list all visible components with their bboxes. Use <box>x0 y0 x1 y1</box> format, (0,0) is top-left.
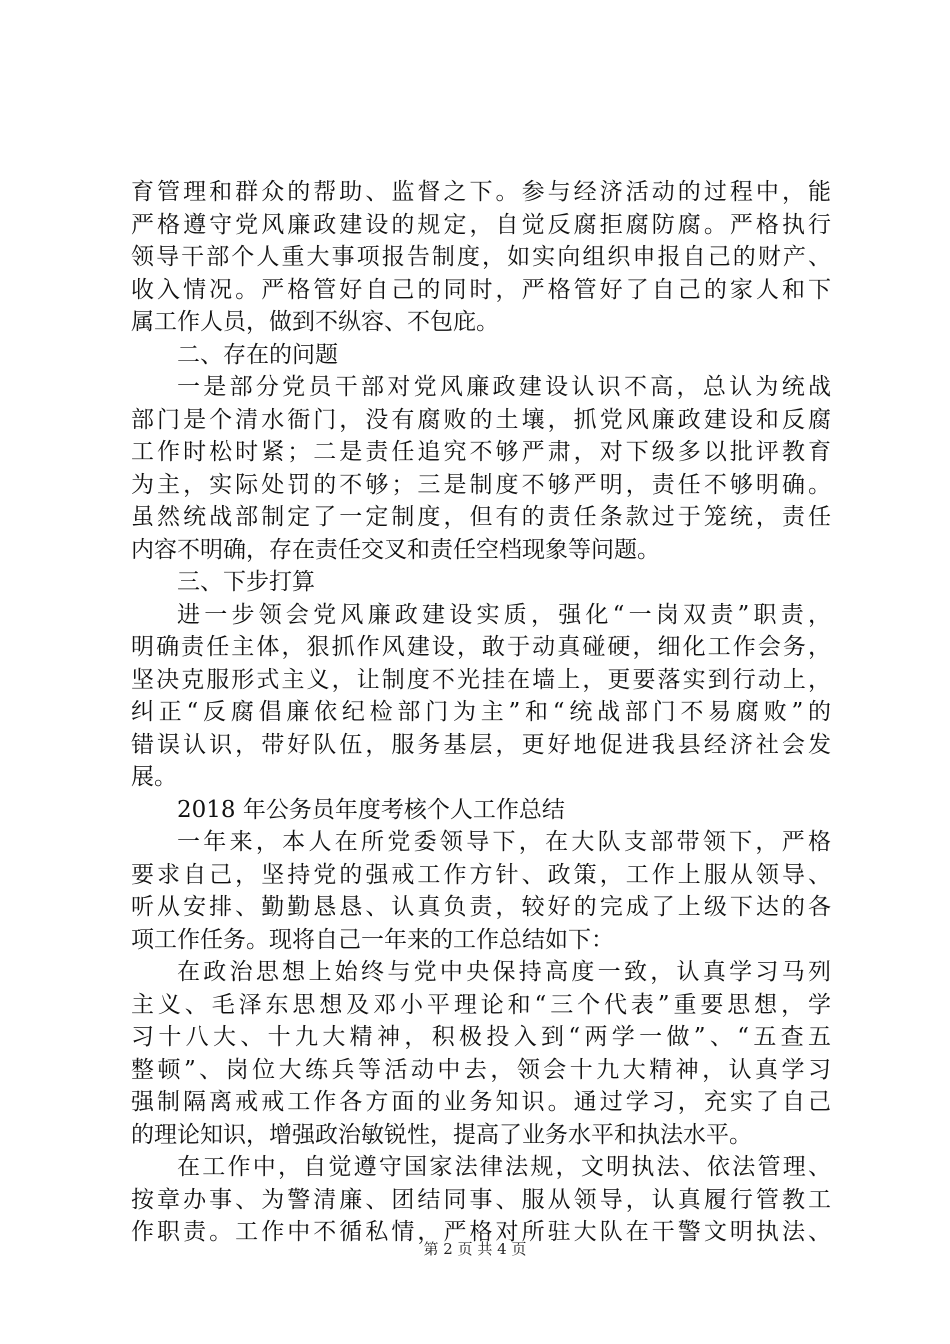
text-line: 项工作任务。现将自己一年来的工作总结如下： <box>131 926 614 953</box>
text-line: 虽然统战部制定了一定制度，但有的责任条款过于笼统，责任 <box>131 504 831 530</box>
text-line: 听从安排、勤勤恳恳、认真负责，较好的完成了上级下达的各 <box>131 894 831 920</box>
text-line: 要求自己，坚持党的强戒工作方针、政策，工作上服从领导、 <box>131 861 831 888</box>
text-line: 主义、毛泽东思想及邓小平理论和“三个代表”重要思想，学 <box>131 991 831 1018</box>
text-line: 在政治思想上始终与党中央保持高度一致，认真学习马列 <box>177 959 831 985</box>
text-line: 进一步领会党风廉政建设实质，强化“一岗双责”职责， <box>177 601 831 628</box>
text-line: 按章办事、为警清廉、团结同事、服从领导，认真履行管教工 <box>131 1186 831 1213</box>
text-line: 一是部分党员干部对党风廉政建设认识不高，总认为统战 <box>177 374 831 400</box>
text-line: 坚决克服形式主义，让制度不光挂在墙上，更要落实到行动上， <box>131 666 831 693</box>
text-line: 纠正“反腐倡廉依纪检部门为主”和“统战部门不易腐败”的 <box>131 699 831 725</box>
text-line: 部门是个清水衙门，没有腐败的土壤，抓党风廉政建设和反腐 <box>131 406 831 433</box>
text-line: 收入情况。严格管好自己的同时，严格管好了自己的家人和下 <box>131 276 831 303</box>
text-line: 育管理和群众的帮助、监督之下。参与经济活动的过程中，能 <box>131 179 831 205</box>
text-line: 为主，实际处罚的不够；三是制度不够严明，责任不够明确。 <box>131 471 831 498</box>
text-line: 的理论知识，增强政治敏锐性，提高了业务水平和执法水平。 <box>131 1121 752 1148</box>
text-line: 习十八大、十九大精神，积极投入到“两学一做”、“五查五 <box>131 1024 831 1050</box>
text-line: 在工作中，自觉遵守国家法律法规，文明执法、依法管理、 <box>177 1154 831 1180</box>
text-line: 作职责。工作中不循私情，严格对所驻大队在干警文明执法、 <box>131 1219 831 1245</box>
text-line: 展。 <box>131 764 177 790</box>
text-line: 严格遵守党风廉政建设的规定，自觉反腐拒腐防腐。严格执行 <box>131 211 831 238</box>
text-line: 强制隔离戒戒工作各方面的业务知识。通过学习，充实了自己 <box>131 1089 831 1115</box>
text-line: 2018 年公务员年度考核个人工作总结 <box>177 796 565 823</box>
text-line: 内容不明确，存在责任交叉和责任空档现象等问题。 <box>131 536 660 563</box>
text-line: 领导干部个人重大事项报告制度，如实向组织申报自己的财产、 <box>131 244 831 270</box>
document-body <box>131 176 831 1249</box>
text-line: 工作时松时紧；二是责任追究不够严肃，对下级多以批评教育 <box>131 439 831 465</box>
text-line: 属工作人员，做到不纵容、不包庇。 <box>131 309 499 335</box>
page-footer: 第 2 页 共 4 页 <box>423 1240 527 1258</box>
text-line: 整顿”、岗位大练兵等活动中去，领会十九大精神，认真学习 <box>131 1056 831 1083</box>
text-line: 二、存在的问题 <box>177 341 338 368</box>
text-line: 明确责任主体，狠抓作风建设，敢于动真碰硬，细化工作会务， <box>131 634 831 660</box>
text-line: 错误认识，带好队伍，服务基层，更好地促进我县经济社会发 <box>131 731 831 758</box>
text-line: 三、下步打算 <box>177 569 315 595</box>
text-line: 一年来，本人在所党委领导下，在大队支部带领下，严格 <box>177 829 831 855</box>
